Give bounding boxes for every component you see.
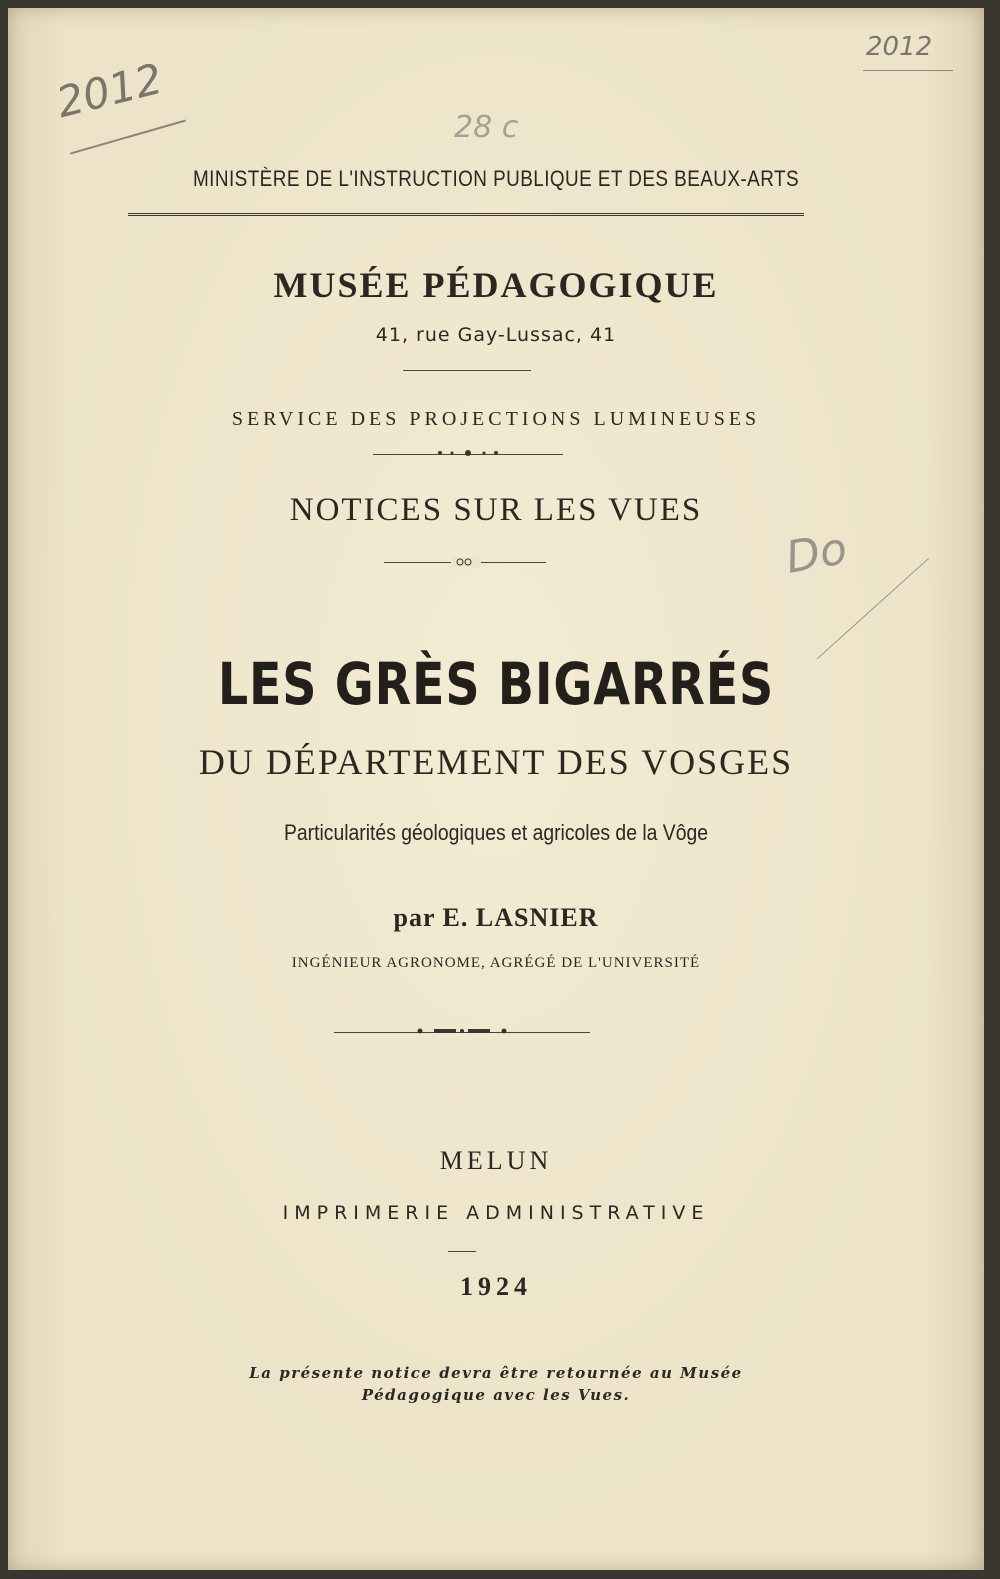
handwritten-number-left: 2012	[51, 53, 168, 128]
ornament-flourish-lower	[412, 1026, 512, 1036]
author-credentials: INGÉNIEUR AGRONOME, AGRÉGÉ DE L'UNIVERSITÉ	[291, 955, 701, 971]
museum-address: 41, rue Gay-Lussac, 41	[375, 324, 617, 346]
ministry-heading: MINISTÈRE DE L'INSTRUCTION PUBLIQUE ET DES BEAUX-ARTS	[192, 166, 800, 191]
subtitle: DU DÉPARTEMENT DES VOSGES	[198, 742, 794, 782]
ornament-loops	[451, 557, 481, 567]
museum-name: MUSÉE PÉDAGOGIQUE	[273, 265, 719, 305]
handwritten-underline-left	[70, 120, 186, 155]
header-double-rule	[128, 213, 804, 218]
divider-tiny	[448, 1251, 476, 1252]
return-notice-line-1: La présente notice devra être retournée au Musée	[249, 1364, 743, 1382]
imprint-city: MELUN	[439, 1146, 553, 1175]
handwritten-number-right: 2012	[866, 32, 933, 62]
series-heading: NOTICES SUR LES VUES	[289, 492, 703, 528]
main-title: LES GRÈS BIGARRÉS	[217, 650, 775, 718]
sub-subtitle: Particularités géologiques et agricoles de la Vôge	[283, 820, 709, 845]
handwritten-underline-right	[863, 70, 953, 71]
imprint-year: 1924	[460, 1272, 532, 1301]
imprint-printer: IMPRIMERIE ADMINISTRATIVE	[282, 1202, 710, 1224]
service-heading: SERVICE DES PROJECTIONS LUMINEUSES	[231, 408, 761, 430]
ornament-flourish	[432, 448, 504, 458]
divider-short	[403, 370, 531, 371]
document-page	[8, 8, 984, 1570]
author-byline: par E. LASNIER	[393, 903, 599, 932]
return-notice-line-2: Pédagogique avec les Vues.	[361, 1386, 631, 1404]
pencil-annotation: Do	[782, 523, 851, 584]
handwritten-number-center: 28 c	[454, 110, 519, 145]
